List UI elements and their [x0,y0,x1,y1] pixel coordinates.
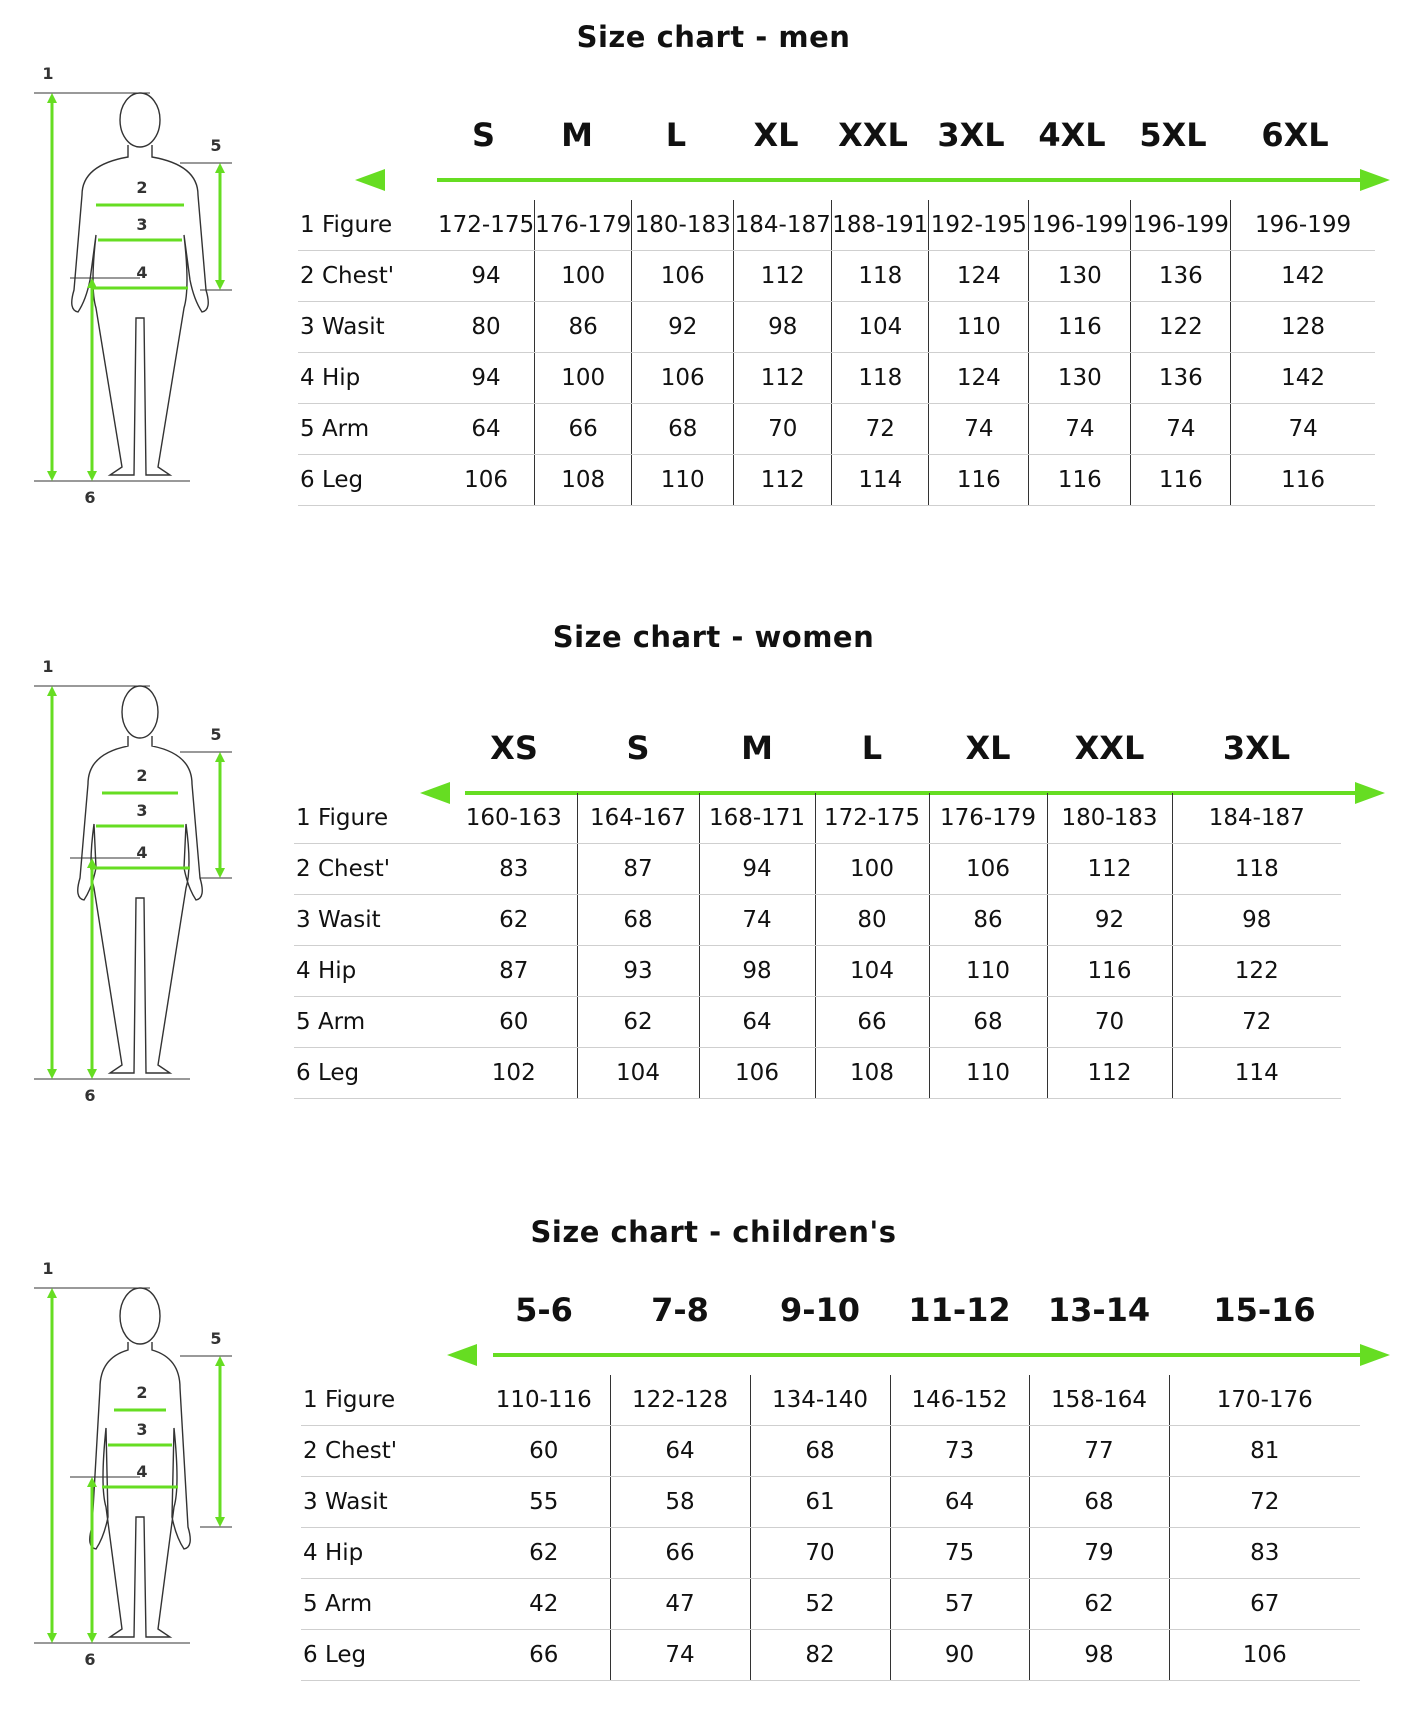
table-row [294,997,1341,1048]
arrowhead-icon [87,1069,97,1079]
table-cell: 192-195 [929,200,1029,251]
men-size-label: S [471,116,496,154]
table-cell: 160-163 [451,793,577,844]
row-label: 6 Leg [301,1630,478,1681]
table-cell: 180-183 [1047,793,1172,844]
table-cell: 104 [577,1048,699,1099]
table-cell: 90 [890,1630,1029,1681]
row-label: 2 Chest' [301,1426,478,1477]
measurement-number: 4 [136,843,148,862]
row-label: 2 Chest' [294,844,451,895]
table-cell: 55 [478,1477,610,1528]
table-cell: 102 [451,1048,577,1099]
women-size-label: XXL [1074,729,1145,767]
table-cell: 196-199 [1029,200,1131,251]
men-size-label: 6XL [1261,116,1329,154]
table-cell: 74 [929,404,1029,455]
men-size-label: 5XL [1139,116,1207,154]
table-cell: 64 [699,997,815,1048]
table-cell: 74 [699,895,815,946]
table-cell: 100 [535,251,632,302]
arrowhead-icon [87,471,97,481]
table-cell: 94 [438,251,535,302]
row-label: 1 Figure [294,793,451,844]
table-cell: 98 [699,946,815,997]
table-cell: 98 [1029,1630,1169,1681]
table-cell: 64 [890,1477,1029,1528]
table-row [294,946,1341,997]
women-size-label: XL [965,729,1011,767]
children-size-header [0,1290,1427,1330]
table-cell: 74 [1231,404,1375,455]
row-label: 5 Arm [294,997,451,1048]
table-cell: 116 [1047,946,1172,997]
table-cell: 114 [1172,1048,1341,1099]
table-cell: 68 [632,404,734,455]
table-cell: 146-152 [890,1375,1029,1426]
table-cell: 62 [577,997,699,1048]
table-cell: 57 [890,1579,1029,1630]
table-cell: 80 [438,302,535,353]
children-size-label: 9-10 [779,1291,861,1329]
table-cell: 83 [1169,1528,1360,1579]
women-size-label: XS [490,729,538,767]
table-cell: 170-176 [1169,1375,1360,1426]
arrowhead-icon [215,280,225,290]
arrowhead-icon [215,1517,225,1527]
measurement-number: 2 [136,766,148,785]
table-cell: 122 [1172,946,1341,997]
table-cell: 110-116 [478,1375,610,1426]
table-cell: 106 [929,844,1047,895]
table-cell: 92 [632,302,734,353]
table-row [294,1048,1341,1099]
children-size-label: 5-6 [515,1291,573,1329]
table-cell: 83 [451,844,577,895]
table-cell: 110 [632,455,734,506]
row-label: 5 Arm [298,404,438,455]
men-size-label: 4XL [1038,116,1106,154]
table-cell: 72 [1172,997,1341,1048]
table-cell: 75 [890,1528,1029,1579]
table-cell: 184-187 [734,200,832,251]
right-arrowhead-icon [1360,169,1390,191]
row-label: 1 Figure [298,200,438,251]
table-cell: 98 [1172,895,1341,946]
table-cell: 104 [832,302,929,353]
table-cell: 136 [1131,353,1231,404]
table-cell: 74 [610,1630,750,1681]
table-cell: 72 [832,404,929,455]
table-row [298,251,1375,302]
row-label: 4 Hip [301,1528,478,1579]
table-cell: 70 [750,1528,890,1579]
table-cell: 118 [1172,844,1341,895]
men-size-header [0,115,1427,155]
table-cell: 98 [734,302,832,353]
table-cell: 196-199 [1231,200,1375,251]
arrowhead-icon [47,93,57,103]
table-cell: 94 [699,844,815,895]
table-cell: 100 [815,844,929,895]
table-cell: 68 [750,1426,890,1477]
women-title: Size chart - women [552,620,875,654]
table-cell: 176-179 [929,793,1047,844]
table-row [294,844,1341,895]
table-cell: 122 [1131,302,1231,353]
table-row [298,353,1375,404]
table-cell: 114 [832,455,929,506]
table-cell: 112 [734,251,832,302]
children-size-range-arrow [447,1340,1392,1370]
table-cell: 66 [535,404,632,455]
table-cell: 66 [610,1528,750,1579]
table-cell: 110 [929,946,1047,997]
measurement-number: 2 [136,178,148,197]
children-size-label: 11-12 [908,1291,1011,1329]
table-row [301,1528,1360,1579]
row-label: 3 Wasit [298,302,438,353]
table-cell: 82 [750,1630,890,1681]
table-cell: 124 [929,353,1029,404]
arrowhead-icon [215,868,225,878]
arrowhead-icon [215,163,225,173]
measurement-number: 3 [136,1420,148,1439]
table-cell: 108 [535,455,632,506]
left-arrowhead-icon [355,169,385,191]
table-cell: 66 [815,997,929,1048]
table-cell: 110 [929,302,1029,353]
measurement-number: 6 [84,1086,96,1105]
table-row [301,1375,1360,1426]
table-cell: 79 [1029,1528,1169,1579]
row-label: 4 Hip [298,353,438,404]
table-cell: 62 [478,1528,610,1579]
table-row [294,895,1341,946]
table-cell: 68 [1029,1477,1169,1528]
table-cell: 42 [478,1579,610,1630]
right-arrowhead-icon [1360,1344,1390,1366]
table-cell: 196-199 [1131,200,1231,251]
table-row [301,1426,1360,1477]
table-cell: 106 [699,1048,815,1099]
table-cell: 164-167 [577,793,699,844]
children-size-label: 15-16 [1213,1291,1316,1329]
measurement-number: 1 [42,1259,54,1278]
table-cell: 67 [1169,1579,1360,1630]
table-cell: 110 [929,1048,1047,1099]
measurement-number: 5 [210,725,222,744]
children-title: Size chart - children's [530,1215,897,1249]
table-cell: 62 [1029,1579,1169,1630]
table-cell: 158-164 [1029,1375,1169,1426]
table-cell: 80 [815,895,929,946]
table-cell: 112 [734,353,832,404]
men-size-label: XL [753,116,799,154]
table-cell: 116 [1131,455,1231,506]
arrowhead-icon [47,686,57,696]
measurement-number: 5 [210,136,222,155]
table-cell: 116 [1029,455,1131,506]
table-cell: 188-191 [832,200,929,251]
men-size-label: L [665,116,687,154]
table-cell: 112 [1047,1048,1172,1099]
table-cell: 172-175 [438,200,535,251]
table-cell: 118 [832,353,929,404]
women-size-table [294,793,1341,1099]
table-cell: 116 [1231,455,1375,506]
table-cell: 58 [610,1477,750,1528]
table-row [301,1579,1360,1630]
table-cell: 92 [1047,895,1172,946]
table-cell: 116 [1029,302,1131,353]
table-cell: 94 [438,353,535,404]
table-cell: 104 [815,946,929,997]
measurement-number: 4 [136,263,148,282]
table-cell: 87 [451,946,577,997]
table-cell: 66 [478,1630,610,1681]
women-size-label: S [626,729,650,767]
table-cell: 61 [750,1477,890,1528]
table-cell: 47 [610,1579,750,1630]
children-size-label: 7-8 [651,1291,709,1329]
children-size-label: 13-14 [1047,1291,1151,1329]
row-label: 4 Hip [294,946,451,997]
table-cell: 118 [832,251,929,302]
table-row [298,302,1375,353]
table-cell: 130 [1029,251,1131,302]
table-cell: 124 [929,251,1029,302]
measurement-number: 2 [136,1383,148,1402]
table-cell: 136 [1131,251,1231,302]
table-cell: 68 [929,997,1047,1048]
men-size-table [298,200,1375,506]
table-cell: 184-187 [1172,793,1341,844]
table-cell: 142 [1231,251,1375,302]
table-cell: 112 [1047,844,1172,895]
table-row [298,200,1375,251]
table-cell: 106 [632,251,734,302]
table-cell: 122-128 [610,1375,750,1426]
table-cell: 106 [1169,1630,1360,1681]
arrowhead-icon [47,1633,57,1643]
measurement-number: 4 [136,1462,148,1481]
women-size-label: M [741,729,773,767]
table-cell: 134-140 [750,1375,890,1426]
table-cell: 74 [1029,404,1131,455]
row-label: 1 Figure [301,1375,478,1426]
men-title: Size chart - men [576,20,851,54]
arrowhead-icon [47,471,57,481]
table-cell: 106 [632,353,734,404]
table-cell: 100 [535,353,632,404]
table-row [294,793,1341,844]
table-cell: 52 [750,1579,890,1630]
women-size-header [0,728,1427,768]
measurement-number: 6 [84,1650,96,1669]
table-cell: 73 [890,1426,1029,1477]
table-cell: 86 [929,895,1047,946]
measurement-number: 1 [42,64,54,83]
table-cell: 142 [1231,353,1375,404]
table-cell: 176-179 [535,200,632,251]
row-label: 3 Wasit [294,895,451,946]
measurement-number: 5 [210,1329,222,1348]
table-cell: 130 [1029,353,1131,404]
left-arrowhead-icon [447,1344,477,1366]
row-label: 3 Wasit [301,1477,478,1528]
table-cell: 77 [1029,1426,1169,1477]
measurement-number: 3 [136,801,148,820]
body-silhouette [78,736,203,1073]
men-size-label: 3XL [937,116,1005,154]
table-row [298,404,1375,455]
arrowhead-icon [87,1633,97,1643]
table-cell: 68 [577,895,699,946]
row-label: 6 Leg [298,455,438,506]
table-row [298,455,1375,506]
men-size-range-arrow [355,165,1392,195]
table-cell: 70 [1047,997,1172,1048]
table-cell: 180-183 [632,200,734,251]
table-cell: 128 [1231,302,1375,353]
table-cell: 87 [577,844,699,895]
table-cell: 93 [577,946,699,997]
arrowhead-icon [47,1069,57,1079]
table-cell: 72 [1169,1477,1360,1528]
arrowhead-icon [87,1477,97,1487]
table-cell: 106 [438,455,535,506]
men-size-label: XXL [838,116,908,154]
table-cell: 64 [438,404,535,455]
table-cell: 168-171 [699,793,815,844]
table-cell: 70 [734,404,832,455]
table-cell: 64 [610,1426,750,1477]
measurement-number: 3 [136,215,148,234]
men-size-label: M [561,116,593,154]
table-cell: 116 [929,455,1029,506]
women-size-label: 3XL [1222,729,1291,767]
women-size-label: L [861,729,883,767]
measurement-number: 6 [84,488,96,507]
table-cell: 60 [451,997,577,1048]
table-cell: 172-175 [815,793,929,844]
measurement-number: 1 [42,657,54,676]
right-arrowhead-icon [1355,782,1385,804]
arrowhead-icon [215,1356,225,1366]
table-row [301,1477,1360,1528]
table-cell: 74 [1131,404,1231,455]
children-size-table [301,1375,1360,1681]
table-cell: 86 [535,302,632,353]
row-label: 6 Leg [294,1048,451,1099]
row-label: 2 Chest' [298,251,438,302]
row-label: 5 Arm [301,1579,478,1630]
table-cell: 81 [1169,1426,1360,1477]
table-cell: 112 [734,455,832,506]
table-cell: 60 [478,1426,610,1477]
table-row [301,1630,1360,1681]
table-cell: 108 [815,1048,929,1099]
table-cell: 62 [451,895,577,946]
